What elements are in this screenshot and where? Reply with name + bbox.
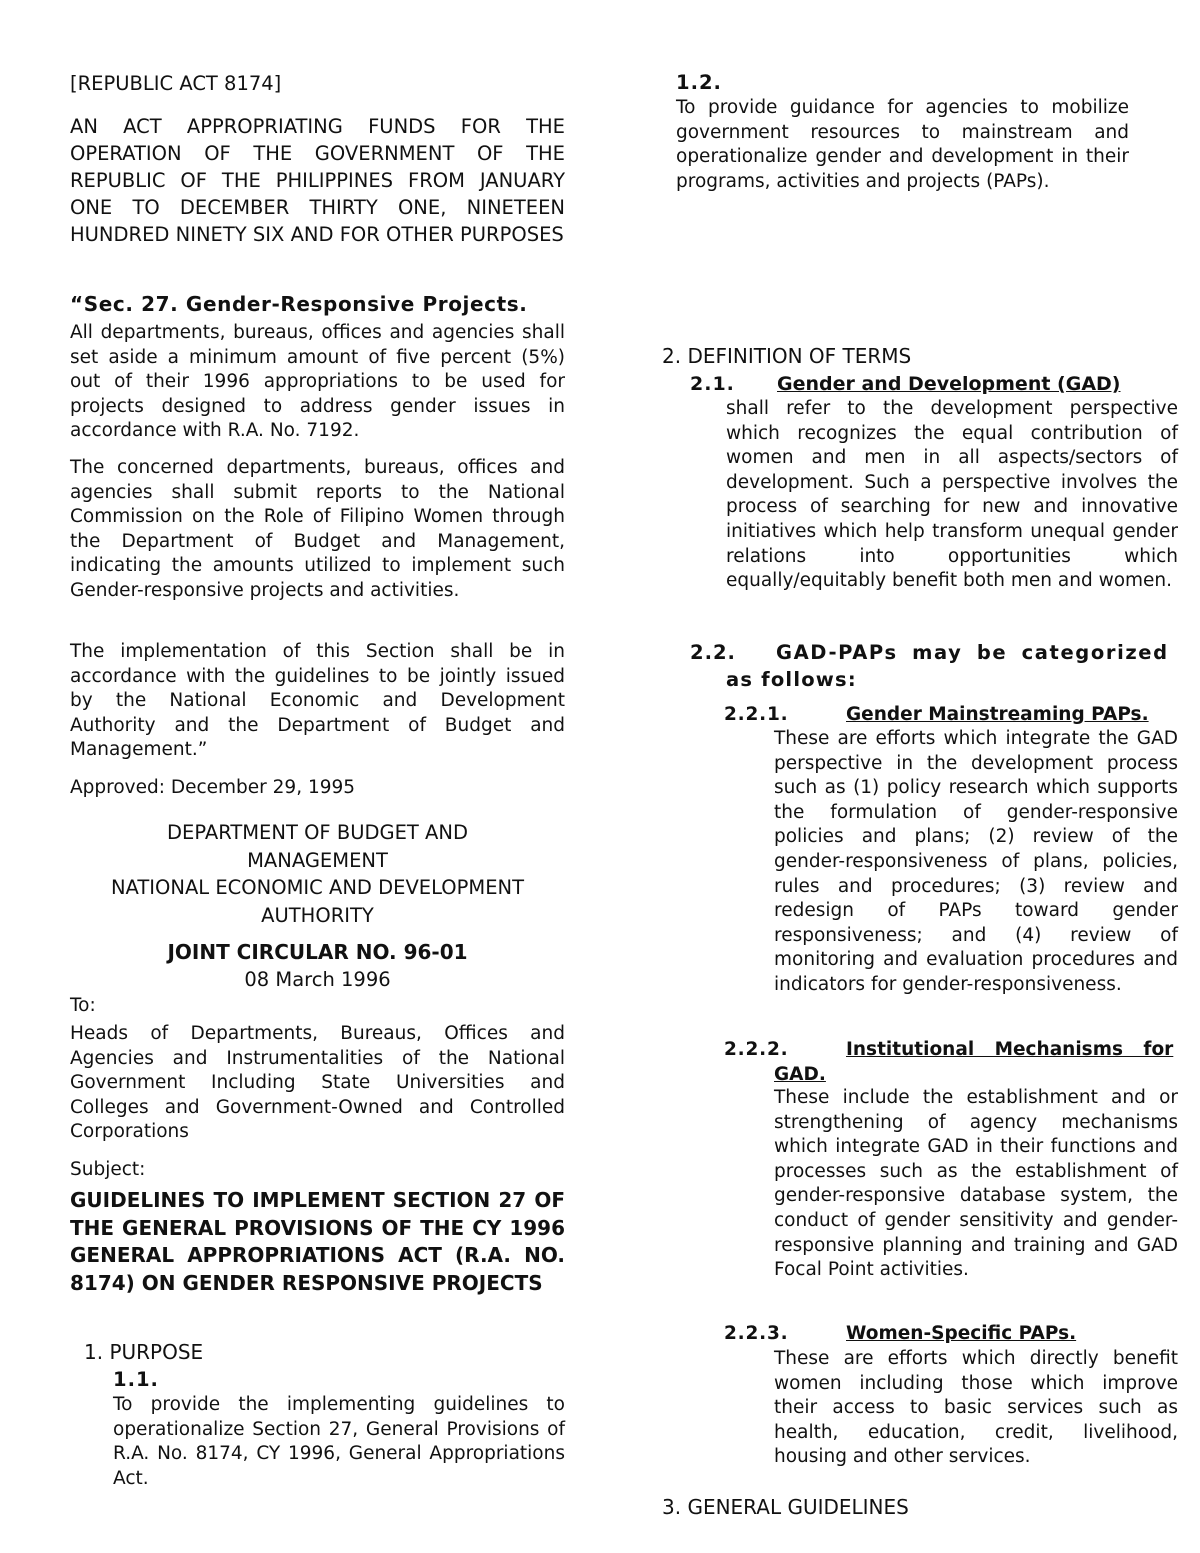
item-2-2-1-title: Gender Mainstreaming PAPs. <box>846 704 1149 725</box>
issuing-agencies <box>70 819 565 929</box>
item-2-2-3-header <box>724 1321 1178 1347</box>
purpose-heading: 1. PURPOSE <box>84 1340 204 1364</box>
item-2-2-3-text: These are efforts which directly benefit women including those which improve their access to basic services such as health, education, credit, livelihood, housing and other services. <box>774 1348 1178 1468</box>
addressees: Heads of Departments, Bureaus, Offices and Agencies and Instrumentalities of the National Government Including State Universities and Colleges and Government-Owned and Controlled Corporations <box>70 1023 565 1143</box>
item-2-1-text: shall refer to the development perspective which recognizes the equal contribution of women and men in all aspects/sectors of development. Such a perspective involves the process of searching for new and innovative initiatives which help transform unequal gender relations into opportunities which equally/equitably benefit both men and women. <box>726 398 1178 592</box>
section-27-title: “Sec. 27. Gender-Responsive Projects. <box>70 292 528 316</box>
item-2-2-2-text: These include the establishment and or strengthening of agency mechanisms which integrate GAD in their functions and processes such as the establishment of gender-responsive database system, the conduct of gender sensitivity and gender-responsive planning and training and GAD Focal Point activities. <box>774 1087 1178 1281</box>
item-2-2-title-line2: as follows: <box>726 668 857 691</box>
section-27-paragraph-1: All departments, bureaus, offices and agencies shall set aside a minimum amount of five percent (5%) out of their 1996 appropriations to be used for projects designed to address gender issues in accordance with R.A. No. 7192. <box>70 322 565 442</box>
to-label: To: <box>70 995 96 1016</box>
act-reference: [REPUBLIC ACT 8174] <box>70 72 282 95</box>
general-guidelines-heading: 3. GENERAL GUIDELINES <box>662 1495 909 1519</box>
agency-line-1: DEPARTMENT OF BUDGET AND <box>167 821 468 844</box>
section-27-paragraph-3: The implementation of this Section shall be in accordance with the guidelines to be jointly issued by the National Economic and Development Authority and the Department of Budget and Management.” <box>70 641 565 761</box>
item-2-2-1-number: 2.2.1. <box>724 704 789 725</box>
subject-text: GUIDELINES TO IMPLEMENT SECTION 27 OF THE GENERAL PROVISIONS OF THE CY 1996 GENERAL APPROPRIATIONS ACT (R.A. NO. 8174) ON GENDER RESPONSIVE PROJECTS <box>70 1188 565 1295</box>
act-title: AN ACT APPROPRIATING FUNDS FOR THE OPERATION OF THE GOVERNMENT OF THE REPUBLIC OF THE PHILIPPINES FROM JANUARY ONE TO DECEMBER THIRTY ONE, NINETEEN HUNDRED NINETY SIX AND FOR OTHER PURPOSES <box>70 115 565 246</box>
item-2-2-3-title: Women-Specific PAPs. <box>846 1323 1077 1344</box>
item-1-2-number: 1.2. <box>676 71 722 94</box>
section-27-paragraph-2: The concerned departments, bureaus, offices and agencies shall submit reports to the National Commission on the Role of Filipino Women through the Department of Budget and Management, indicating the amounts utilized to implement such Gender-responsive projects and activities. <box>70 457 565 601</box>
agency-line-2: MANAGEMENT <box>247 848 388 872</box>
item-2-2-title-line1: GAD-PAPs may be categorized <box>776 641 1169 664</box>
item-2-2-3-number: 2.2.3. <box>724 1323 789 1344</box>
item-2-2-2-title: Institutional Mechanisms for <box>846 1039 1174 1060</box>
circular-title: JOINT CIRCULAR NO. 96-01 <box>167 940 468 964</box>
item-2-1-header <box>690 371 1178 397</box>
item-2-2-2-header <box>724 1037 1178 1087</box>
item-2-2-number: 2.2. <box>690 641 736 664</box>
item-2-2-2-title-cont: GAD. <box>774 1064 826 1085</box>
item-1-1-text: To provide the implementing guidelines to operationalize Section 27, General Provisions of R.A. No. 8174, CY 1996, General Appropriations Act. <box>113 1394 565 1489</box>
item-1-2-text: To provide guidance for agencies to mobilize government resources to mainstream and operationalize gender and development in their programs, activities and projects (PAPs). <box>676 97 1129 192</box>
subject-label: Subject: <box>70 1159 146 1180</box>
agency-line-4: AUTHORITY <box>261 903 374 927</box>
item-2-1-number: 2.1. <box>690 373 735 395</box>
item-1-1-number: 1.1. <box>113 1368 159 1391</box>
item-2-2-1-header <box>724 702 1178 728</box>
definition-heading: 2. DEFINITION OF TERMS <box>662 344 912 368</box>
item-2-1-title: Gender and Development (GAD) <box>777 373 1121 395</box>
approval-date: Approved: December 29, 1995 <box>70 777 356 798</box>
agency-line-3: NATIONAL ECONOMIC AND DEVELOPMENT <box>110 876 525 899</box>
item-2-2-2-number: 2.2.2. <box>724 1039 789 1060</box>
circular-date: 08 March 1996 <box>244 968 391 991</box>
item-2-2-1-text: These are efforts which integrate the GAD perspective in the development process such as (1) policy research which supports the formulation of gender-responsive policies and plans; (2) review of the gender-responsiveness of plans, policies, rules and procedures; (3) review and redesign of PAPs toward gender responsiveness; and (4) review of monitoring and evaluation procedures and indicators for gender-responsiveness. <box>774 728 1178 995</box>
